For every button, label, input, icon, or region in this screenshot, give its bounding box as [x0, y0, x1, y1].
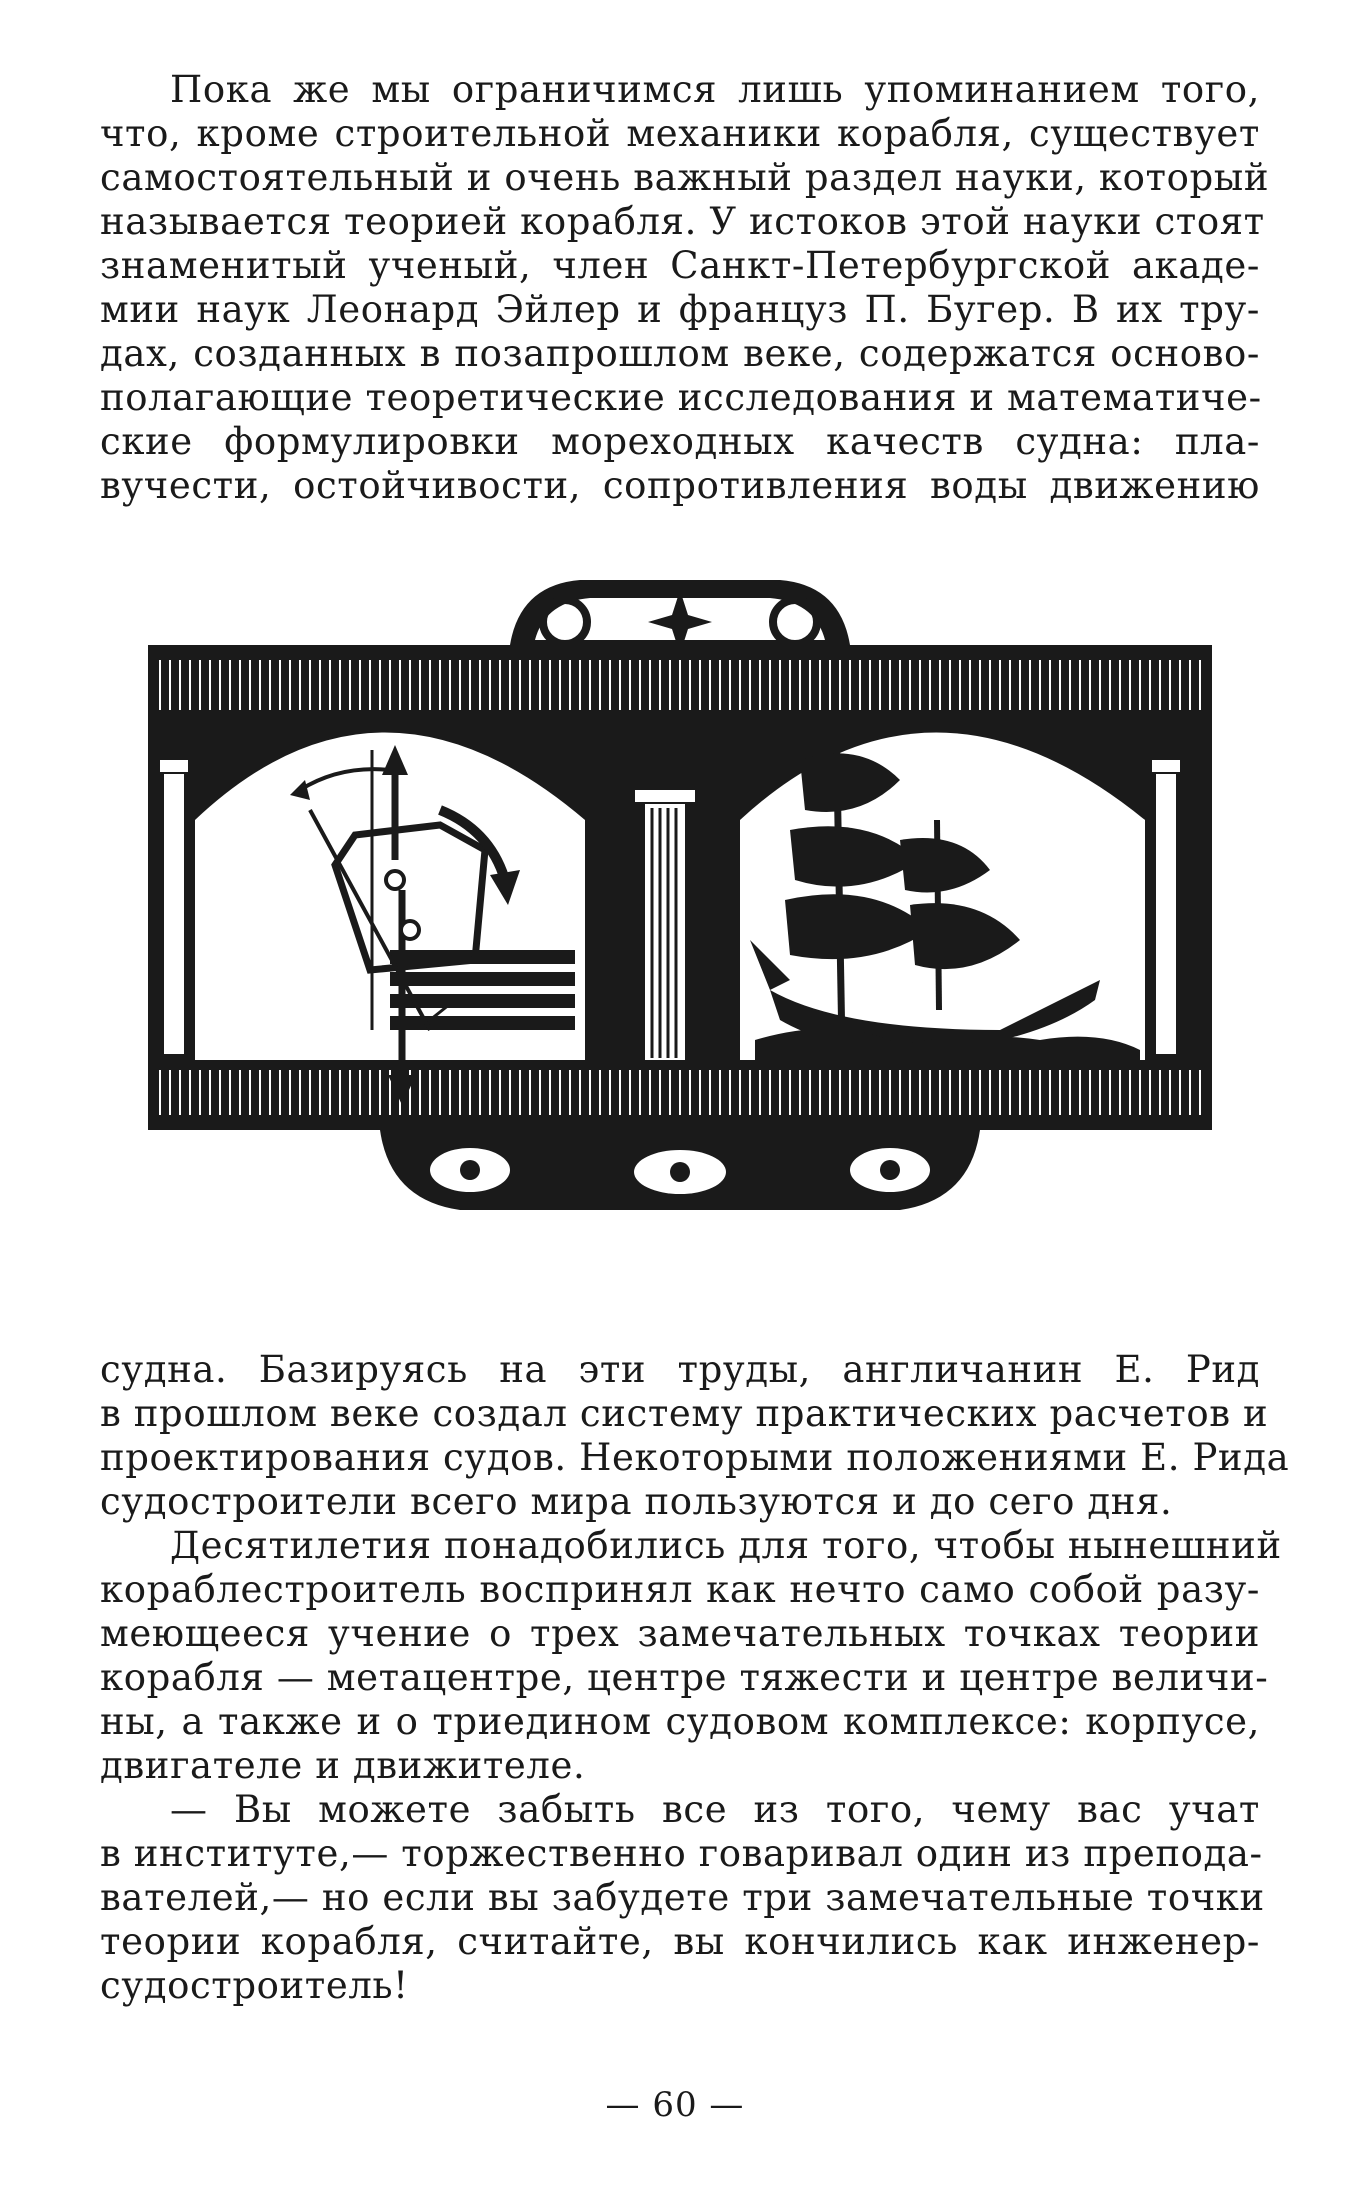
text-line: знаменитый ученый, член Санкт-Петербургской акаде- [100, 244, 1260, 287]
left-arch-window [195, 733, 585, 1061]
text-line: дах, созданных в позапрошлом веке, содержатся осново- [100, 332, 1260, 375]
text-line: — Вы можете забыть все из того, чему вас учат [170, 1788, 1260, 1831]
text-line: вателей,— но если вы забудете три замечательные точки [100, 1876, 1265, 1919]
text-line: ны, а также и о триедином судовом комплексе: корпусе, [100, 1700, 1260, 1743]
text-line: вучести, остойчивости, сопротивления воды движению [100, 464, 1260, 507]
paragraph-three-points [100, 1524, 1282, 1788]
page-number: — 60 — [605, 2085, 745, 2125]
text-line: корабля — метацентре, центре тяжести и центре величи- [100, 1656, 1269, 1699]
paragraph-reed [100, 1348, 1290, 1524]
engraved-illustration [140, 560, 1220, 1280]
top-cartouche-ornament [510, 580, 850, 654]
text-line: двигателе и движителе. [100, 1744, 586, 1787]
text-line: полагающие теоретические исследования и математиче- [100, 376, 1262, 419]
bottom-cartouche-ornament [380, 1130, 980, 1210]
text-line: ские формулировки мореходных качеств судна: пла- [100, 420, 1260, 463]
text-line: меющееся учение о трех замечательных точках теории [100, 1612, 1260, 1655]
text-line: Десятилетия понадобились для того, чтобы нынешний [170, 1524, 1282, 1567]
text-line: в прошлом веке создал систему практических расчетов и [100, 1392, 1269, 1435]
bottom-text [100, 1348, 1290, 2008]
paragraph-quote [100, 1788, 1265, 2008]
top-paragraph [100, 68, 1270, 508]
text-line: самостоятельный и очень важный раздел науки, который [100, 156, 1270, 199]
text-line: проектирования судов. Некоторыми положениями Е. Рида [100, 1436, 1290, 1479]
text-line: теории корабля, считайте, вы кончились как инженер- [100, 1920, 1260, 1963]
text-line: что, кроме строительной механики корабля, существует [100, 112, 1260, 155]
text-line: судна. Базируясь на эти труды, англичанин Е. Рид [100, 1348, 1260, 1391]
text-line: называется теорией корабля. У истоков этой науки стоят [100, 200, 1265, 243]
text-line: Пока же мы ограничимся лишь упоминанием того, [170, 68, 1260, 111]
text-line: кораблестроитель воспринял как нечто само собой разу- [100, 1568, 1260, 1611]
text-line: судостроители всего мира пользуются и до сего дня. [100, 1480, 1173, 1523]
text-line: в институте,— торжественно говаривал один из препода- [100, 1832, 1263, 1875]
text-line: мии наук Леонард Эйлер и француз П. Бугер. В их тру- [100, 288, 1260, 331]
text-line: судостроитель! [100, 1964, 409, 2007]
